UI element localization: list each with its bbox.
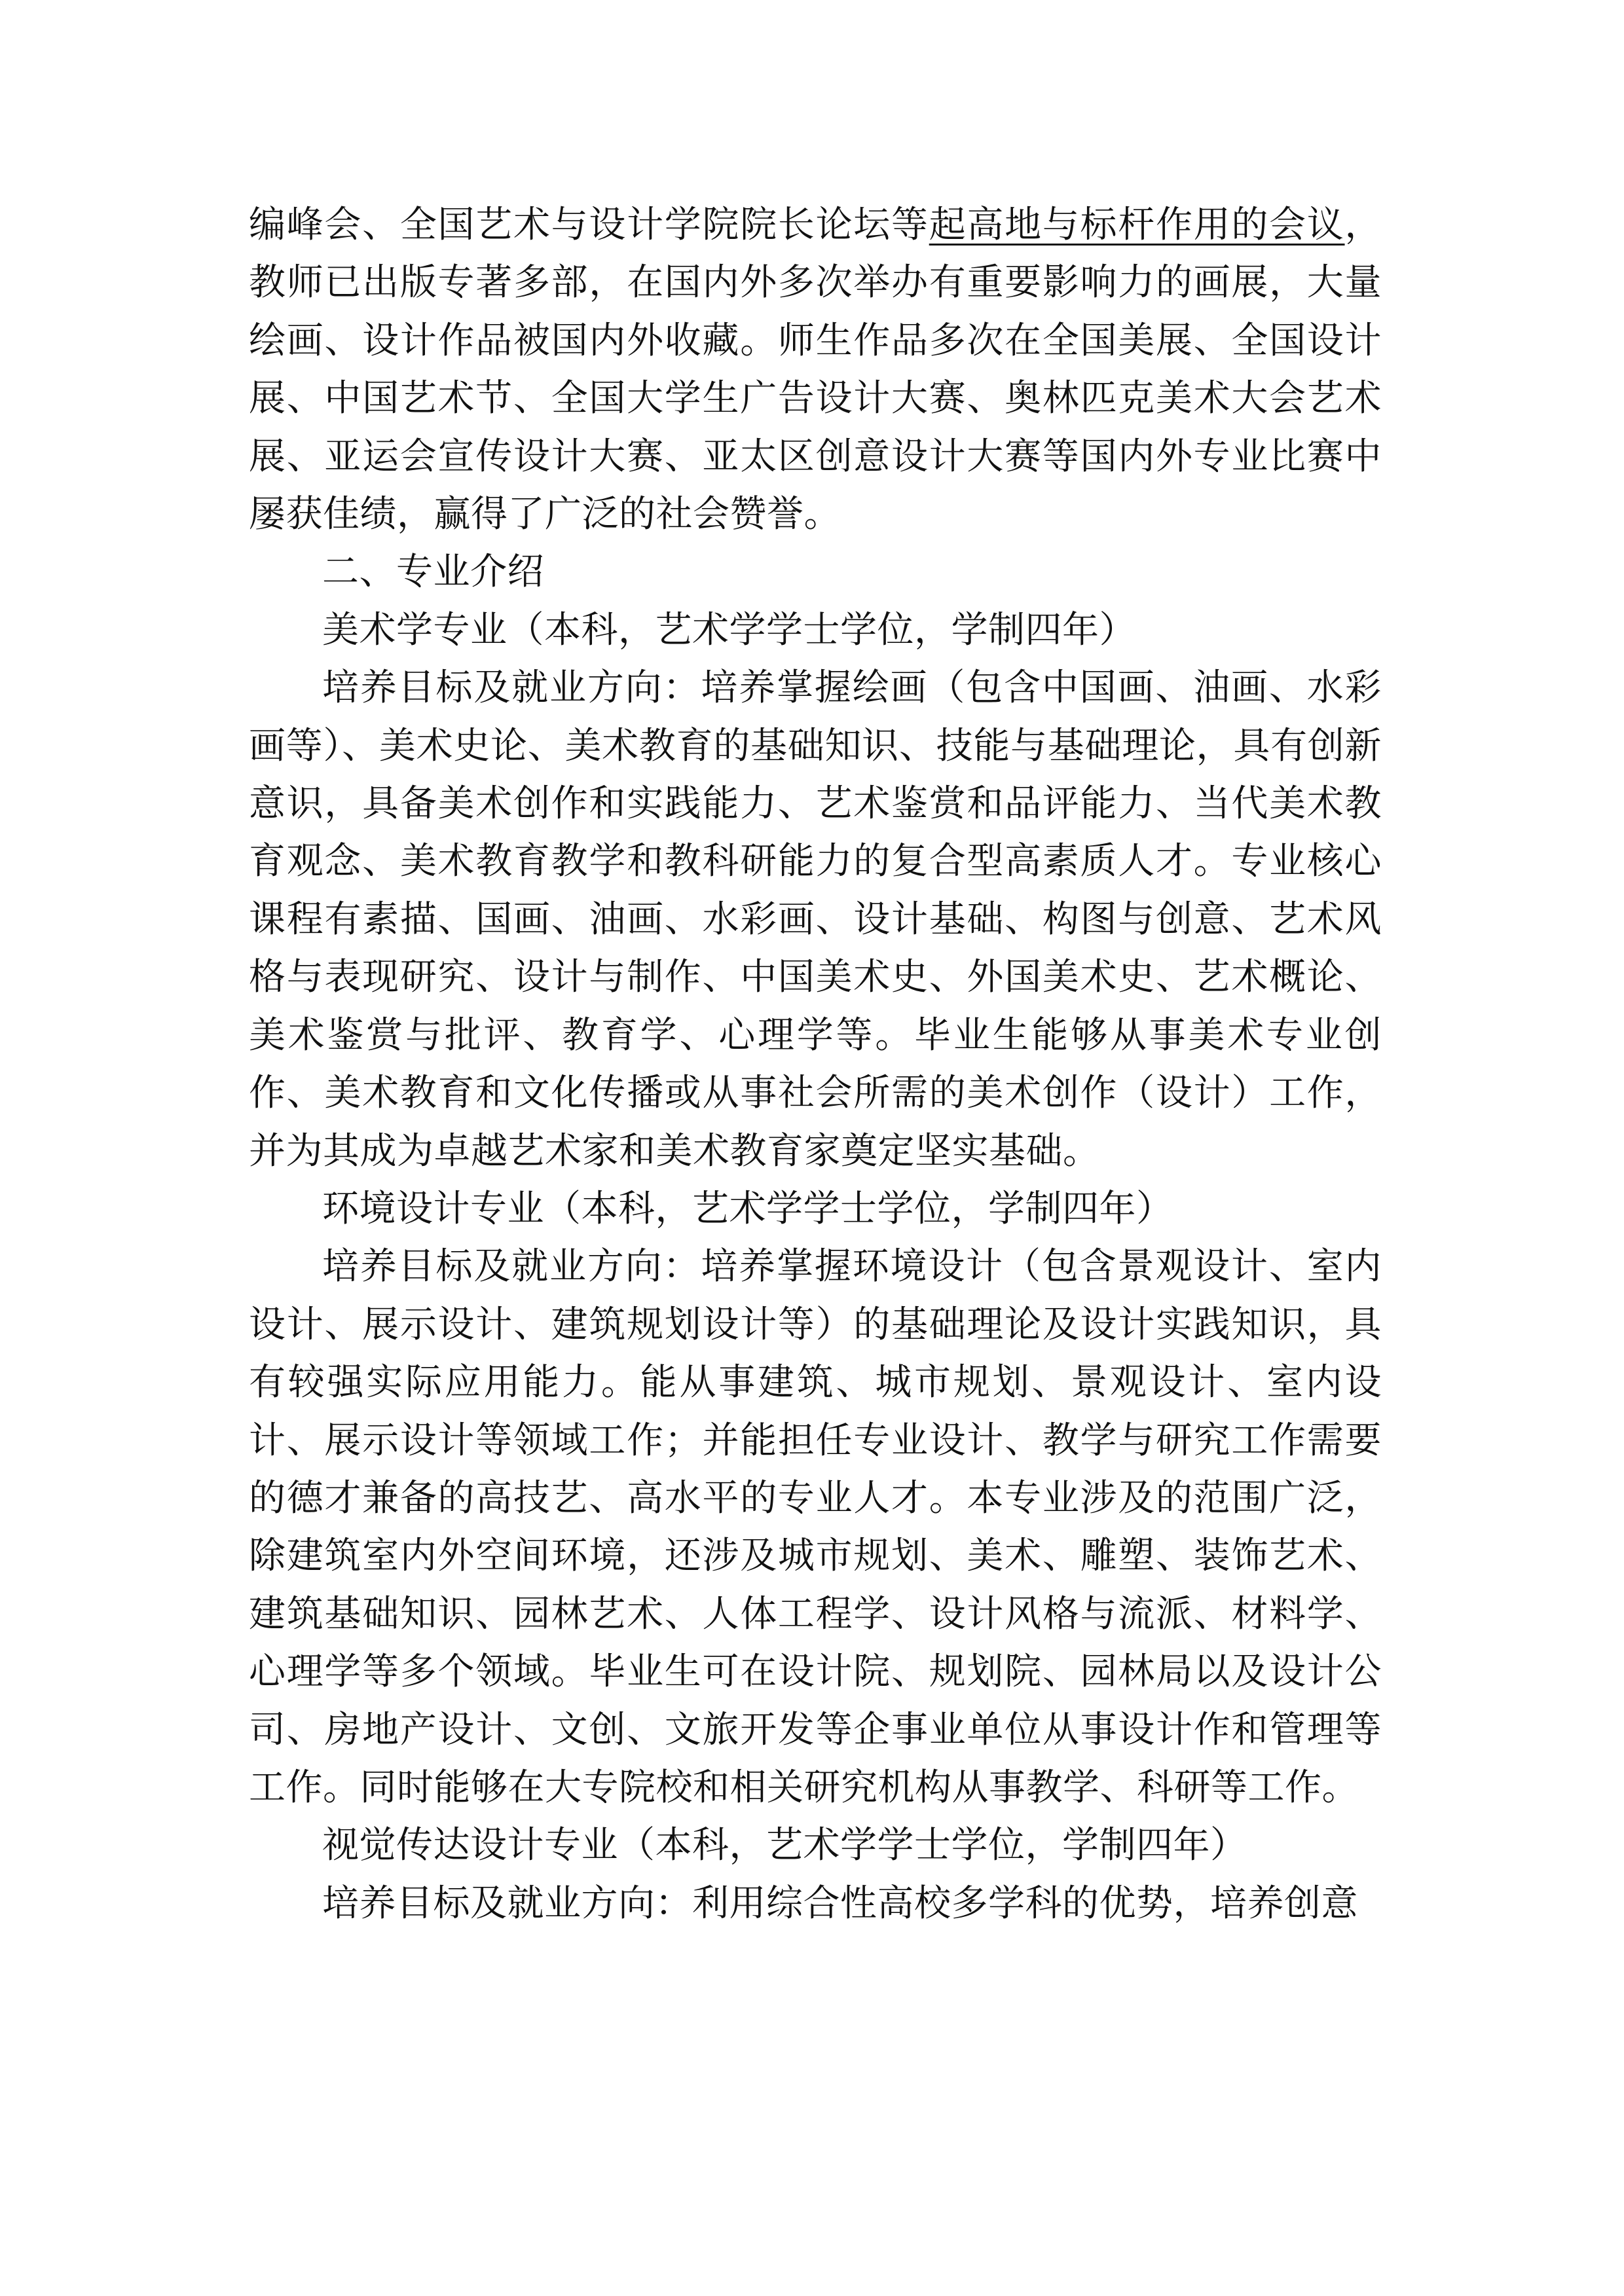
paragraph-environmental-design-goals: 培养目标及就业方向：培养掌握环境设计（包含景观设计、室内设计、展示设计、建筑规划设计等）的基础理论及设计实践知识，具有较强实际应用能力。能从事建筑、城市规划、景观设计、室内设计、展示设计等领域工作；并能担任专业设计、教学与研究工作需要的德才兼备的高技艺、高水平的专业人才。本专业涉及的范围广泛，除建筑室内外空间环境，还涉及城市规划、美术、雕塑、装饰艺术、建筑基础知识、园林艺术、人体工程学、设计风格与流派、材料学、心理学等多个领域。毕业生可在设计院、规划院、园林局以及设计公司、房地产设计、文创、文旅开发等企事业单位从事设计作和管理等工作。同时能够在大专院校和相关研究机构从事教学、科研等工作。 [249, 1245, 1382, 1809]
major-title-environmental-design: 环境设计专业（本科，艺术学学士学位，学制四年） [322, 1187, 1173, 1230]
paragraph-text: ，教师已出版专著多部，在国内外多次举办有重要影响力的画展，大量绘画、设计作品被国内外收藏。师生作品多次在全国美展、全国设计展、中国艺术节、全国大学生广告设计大赛、奥林匹克美术大会艺术展、亚运会宣传设计大赛、亚太区创意设计大赛等国内外专业比赛中屡获佳绩，赢得了广泛的社会赞誉。 [249, 204, 1382, 536]
paragraph-intro-continuation [249, 196, 1382, 543]
paragraph-text: 编峰会、全国艺术与设计学院院长论坛等 [249, 204, 929, 246]
underlined-phrase: 起高地与标杆作用的会议 [929, 204, 1345, 246]
section-heading-major-intro: 二、专业介绍 [322, 551, 544, 594]
paragraph-fine-arts-goals: 培养目标及就业方向：培养掌握绘画（包含中国画、油画、水彩画等）、美术史论、美术教育的基础知识、技能与基础理论，具有创新意识，具备美术创作和实践能力、艺术鉴赏和品评能力、当代美术教育观念、美术教育教学和教科研能力的复合型高素质人才。专业核心课程有素描、国画、油画、水彩画、设计基础、构图与创意、艺术风格与表现研究、设计与制作、中国美术史、外国美术史、艺术概论、美术鉴赏与批评、教育学、心理学等。毕业生能够从事美术专业创作、美术教育和文化传播或从事社会所需的美术创作（设计）工作，并为其成为卓越艺术家和美术教育家奠定坚实基础。 [249, 666, 1382, 1173]
document-page [249, 196, 1382, 1933]
major-title-fine-arts: 美术学专业（本科，艺术学学士学位，学制四年） [322, 608, 1136, 651]
paragraph-visual-communication-goals: 培养目标及就业方向：利用综合性高校多学科的优势，培养创意 [322, 1882, 1358, 1925]
major-title-visual-communication-design: 视觉传达设计专业（本科，艺术学学士学位，学制四年） [322, 1824, 1247, 1867]
